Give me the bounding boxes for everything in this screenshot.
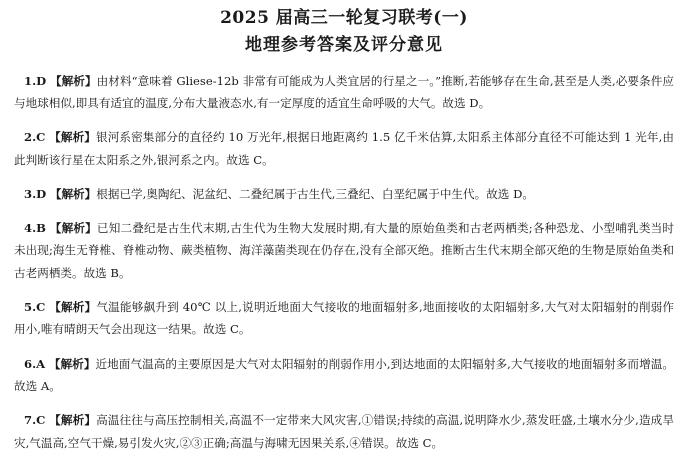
answer-explanation: 已知二叠纪是古生代末期,古生代为生物大发展时期,有大量的原始鱼类和古老两栖类;各种恐龙、小型哺乳类当时未出现;海生无脊椎、脊椎动物、蕨类植物、海洋藻菌类现在仍存在,没有全部灭绝。推断古生代末期全部灭绝的生物是原始鱼类和古老两栖类。故选 B。: [14, 220, 674, 280]
answer-number: 5.: [24, 299, 37, 314]
answer-tag: 【解析】: [48, 356, 96, 371]
answer-tag: 【解析】: [49, 299, 97, 314]
answer-item-1: [14, 70, 674, 115]
answer-item-2: [14, 126, 674, 171]
answer-tag: 【解析】: [49, 130, 96, 145]
answer-number: 4.: [24, 220, 37, 235]
answer-item-7: [14, 409, 674, 454]
answer-list: [14, 70, 674, 454]
answer-tag: 【解析】: [49, 413, 97, 428]
answer-item-6: [14, 353, 674, 398]
answer-explanation: 气温能够飙升到 40℃ 以上,说明近地面大气接收的地面辐射多,地面接收的太阳辐射多,大气对太阳辐射的削弱作用小,唯有晴朗天气会出现这一结果。故选 C。: [14, 299, 674, 337]
answer-number: 1.: [24, 73, 37, 88]
answer-choice: C: [36, 413, 46, 428]
answer-tag: 【解析】: [49, 73, 97, 88]
answer-choice: C: [36, 299, 46, 314]
answer-explanation: 高温往往与高压控制相关,高温不一定带来大风灾害,①错误;持续的高温,说明降水少,蒸发旺盛,土壤水分少,造成旱灾,气温高,空气干燥,易引发火灾,②③正确;高温与海啸无因果关系,④错误。故选 C。: [14, 413, 674, 450]
page-subtitle: 地理参考答案及评分意见: [245, 35, 443, 55]
answer-explanation: 由材料“意味着 Gliese-12b 非常有可能成为人类宜居的行星之一。”推断,若能够存在生命,甚至是人类,必要条件应与地球相似,即具有适宜的温度,分布大量液态水,有一定厚度的适宜生命呼吸的大气。故选 D。: [14, 73, 674, 111]
answer-choice: C: [36, 130, 46, 145]
answer-choice: D: [36, 186, 47, 201]
answer-explanation: 银河系密集部分的直径约 10 万光年,根据日地距离约 1.5 亿千米估算,太阳系主体部分直径不可能达到 1 光年,由此判断该行星在太阳系之外,银河系之内。故选 C。: [14, 130, 674, 167]
answer-item-5: [14, 296, 674, 341]
answer-number: 3.: [24, 186, 37, 201]
page-title: 2025 届高三一轮复习联考(一): [220, 8, 468, 28]
answer-item-4: [14, 217, 674, 285]
answer-choice: B: [36, 220, 46, 235]
answer-explanation: 根据已学,奥陶纪、泥盆纪、二叠纪属于古生代,三叠纪、白垩纪属于中生代。故选 D。: [96, 186, 534, 201]
answer-number: 6.: [24, 356, 37, 371]
answer-item-3: [14, 183, 674, 206]
answer-choice: D: [36, 73, 47, 88]
answer-tag: 【解析】: [49, 186, 97, 201]
answer-explanation: 近地面气温高的主要原因是大气对太阳辐射的削弱作用小,到达地面的太阳辐射多,大气接收的地面辐射多而增温。故选 A。: [14, 356, 674, 394]
answer-tag: 【解析】: [49, 220, 97, 235]
answer-number: 2.: [24, 130, 37, 145]
answer-number: 7.: [24, 413, 37, 428]
answer-choice: A: [36, 356, 46, 371]
